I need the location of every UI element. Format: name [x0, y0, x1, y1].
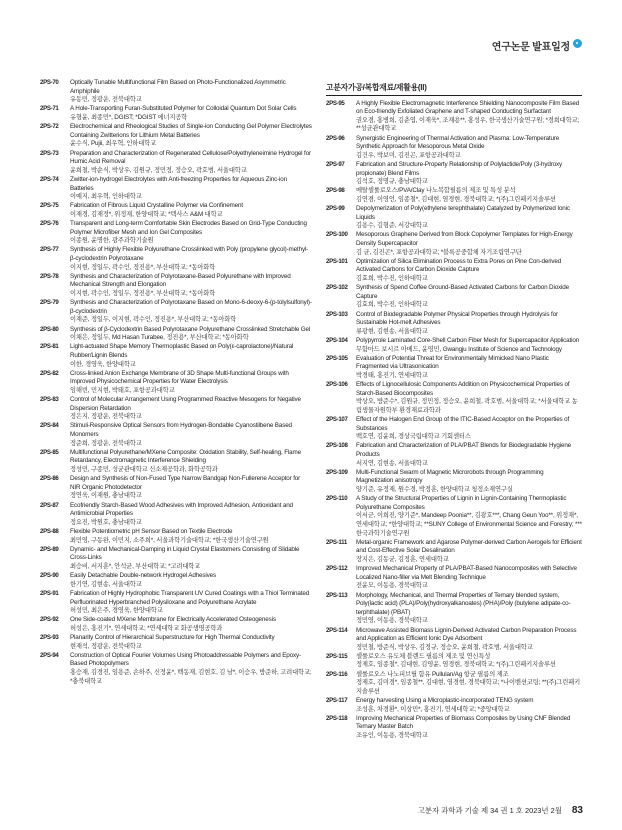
entry-authors: 정제호, 임종철*, 김대현, 김영윤, 염경현, 경북대학교; *(주)그린패키지솔루션 [356, 661, 556, 669]
entry-authors: 무함마드 보시르 아메드, 윤영민, Gwangju Institute of Science and Technology [356, 345, 562, 353]
entry-body [356, 187, 582, 204]
entry-code: 2PS-92 [40, 616, 59, 624]
entry-row [40, 370, 312, 396]
entry-authors: 정은지, 정광운, 전북대학교 [70, 413, 142, 421]
entry-title: Improving Mechanical Properties of Biomass Composites by Using CNF Blended Ternary Master Batch [356, 714, 571, 731]
entry-row [326, 205, 582, 231]
entry-authors: 이채은, 정일두, Md Hasan Turabee, 정진용*, 부산대학교; *동아화학 [70, 334, 249, 342]
entry-authors: 류광현, 김현송, 서울대학교 [356, 327, 428, 335]
entry-body [70, 176, 312, 202]
entry-body [356, 355, 582, 381]
entry-code: 2PS-97 [326, 160, 345, 168]
entry-row [40, 79, 312, 105]
entry-authors: 권오겸, 홍병희, 김춘엽, 이재욱*, 조재용**, 홍성우, 한국생산기술연구원; *경희대학교; **성균관대학교 [356, 116, 580, 133]
entry-code: 2PS-114 [326, 626, 348, 634]
entry-authors: 전윤모, 이동용, 경북대학교 [356, 582, 428, 590]
entry-authors: 박상오, 방준수*, 김원규, 정민정, 정승오, 윤희철, 곽호범, 서울대학교; *서울대학교 농림생물자원학부 환경재료과학과 [356, 398, 578, 414]
entry-authors: 이예지, 최우혁, 인하대학교 [70, 193, 142, 201]
entry-row [326, 442, 582, 468]
entry-authors: 김효희, 박수진, 인하대학교 [356, 275, 428, 283]
entry-body [70, 79, 312, 105]
entry-body [356, 442, 582, 468]
entry-body [70, 572, 312, 589]
entry-body [356, 469, 582, 495]
entry-title: Multifunctional Polyurethane/MXene Composite: Oxidation Stability, Self-healing, Flame Retardancy, Electromagnetic Interference Shielding [70, 448, 301, 465]
entry-code: 2PS-111 [326, 538, 347, 546]
footer-journal-info: 고분자 과학과 기술 제 34 권 1 호 2023년 2월 [417, 806, 562, 815]
entry-body [356, 539, 582, 565]
entry-code: 2PS-105 [326, 354, 348, 362]
entry-code: 2PS-93 [40, 634, 59, 642]
entry-authors: 김용수, 김형준, 서강대학교 [356, 222, 428, 230]
entry-body [356, 311, 582, 337]
entry-body [70, 123, 312, 149]
entry-code: 2PS-104 [326, 336, 348, 344]
entry-code: 2PS-88 [40, 527, 59, 535]
entry-body [356, 231, 582, 257]
entry-row [40, 502, 312, 528]
entry-body [356, 592, 582, 626]
entry-body [70, 246, 312, 272]
entry-row [40, 202, 312, 219]
entry-row [326, 697, 582, 714]
entry-row [326, 258, 582, 284]
entry-body [356, 671, 582, 697]
entry-row [40, 546, 312, 572]
entry-code: 2PS-99 [326, 205, 345, 213]
entry-row [40, 105, 312, 122]
entry-body [356, 100, 582, 134]
entry-code: 2PS-98 [326, 187, 345, 195]
right-entry-list [326, 100, 582, 741]
entry-authors: 박경태, 홍진기, 연세대학교 [356, 371, 428, 379]
entry-row [326, 653, 582, 670]
entry-authors: 서지연, 김현송, 서울대학교 [356, 459, 428, 467]
entry-authors: 한기연, 김현송, 서울대학교 [70, 580, 142, 588]
entry-authors: 허성은, 홍진기*, 연세대학교; *연세대학교 화공생명공학과 [70, 624, 223, 632]
entry-title: Cross-linked Anion Exchange Membrane of 3D Shape Multi-functional Groups with Improved Physicochemical Properties for Water Electrolysis [70, 369, 289, 386]
entry-row [40, 590, 312, 616]
entry-title: Electrochemical and Rheological Studies of Single-ion Conducting Gel Polymer Electrolytes Containing Zwitterions for Lithium Metal Batteries [70, 123, 312, 139]
entry-title: Polypyrrole Laminated Core-Shell Carbon Fiber Mesh for Supercapacitor Application [356, 336, 580, 344]
entry-title: Fabrication and Structure-Property Relationship of Polylactide/Poly (3-hydroxy propionate) Blend Films [356, 160, 562, 177]
entry-title: Microwave Assisted Biomass Lignin-Derived Activated Carbon Preparation Process and Application as Efficient Ionic Dye Adsorbent [356, 626, 577, 643]
entry-code: 2PS-70 [40, 79, 59, 86]
entry-code: 2PS-103 [326, 310, 348, 318]
entry-authors: 김연겸, 이영언, 임종철*, 김대현, 염경현, 경북대학교; *(주)그린패키지솔루션 [356, 195, 556, 203]
entry-row [40, 150, 312, 176]
entry-title: 셀룰로오스 유도체 블렌드 필름의 제조 및 연신특성 [356, 652, 491, 660]
entry-row [326, 495, 582, 538]
entry-body [70, 449, 312, 475]
entry-title: Energy harvesting Using a Microplastic-incorporated TENG system [356, 697, 534, 705]
entry-code: 2PS-110 [326, 495, 348, 503]
entry-code: 2PS-90 [40, 572, 59, 580]
entry-body [356, 627, 582, 653]
entry-body [70, 220, 312, 246]
entry-row [40, 299, 312, 325]
entry-title: Effects of Lignocellulosic Components Addition on Physicochemical Properties of Starch-Based Biocomposites [356, 381, 570, 397]
entry-code: 2PS-75 [40, 202, 59, 210]
entry-authors: 장지은, 김동균, 김정훈, 연세대학교 [356, 555, 449, 563]
entry-title: Mesoporous Graphene Derived from Block Copolymer Templates for High-Energy Density Supercapacitor [356, 231, 573, 248]
entry-row [326, 627, 582, 653]
entry-row [326, 161, 582, 187]
entry-title: Synthesis of Spend Coffee Ground-Based Activated Carbons for Carbon Dioxide Capture [356, 284, 570, 300]
entry-title: Stimuli-Responsive Optical Sensors from Hydrogen-Bondable Cyanostilbene Based Monomers [70, 422, 292, 439]
entry-code: 2PS-72 [40, 123, 59, 131]
entry-title: Synthesis of β-Cyclodextrin Based Polyrotaxane Polyurethane Crosslinked Stretchable Gel [70, 325, 311, 333]
entry-title: Preparation and Characterization of Regenerated Cellulose/Polyethyleneimine Hydrogel for Humic Acid Removal [70, 149, 311, 166]
entry-title: A Hole-Transporting Furan-Substituted Polymer for Colloidal Quantum Dot Solar Cells [70, 105, 297, 113]
entry-row [40, 326, 312, 343]
entry-authors: 백호연, 김윤희, 경상국립대학교 기회센터스 [356, 433, 471, 441]
entry-title: Improved Mechanical Property of PLA/PBAT-Based Nanocomposites with Selective Localized Nano-filler via Melt Blending Technique [356, 565, 577, 581]
entry-row [40, 616, 312, 633]
entry-body [70, 326, 312, 343]
entry-row [326, 311, 582, 337]
entry-authors: 정요진, 박원호, 충남대학교 [70, 518, 142, 526]
entry-authors: 조유인, 이동용, 경북대학교 [356, 732, 428, 739]
entry-code: 2PS-85 [40, 448, 59, 456]
entry-authors: 이재준, 정일두, 이지현, 곽수인, 정진용*, 부산대학교; *동아화학 [70, 316, 237, 324]
entry-authors: 정민영, 이동용, 경북대학교 [356, 617, 428, 625]
entry-row [40, 176, 312, 202]
entry-title: Synthesis of Highly Flexible Polyurethane Crosslinked with Poly (propylene glycol)-methyl-β-cyclodextrin Polyrotaxane [70, 246, 309, 263]
entry-row [40, 422, 312, 448]
entry-row [326, 284, 582, 310]
entry-row [40, 572, 312, 589]
entry-authors: 김 균, 김진곤*, 포항공과대학교; *블록공중합체 자기조립연구단 [356, 248, 522, 256]
entry-title: Light-actuated Shape Memory Thermoplastic Based on Poly(ε-caprolactone)/Natural Rubber/Lignin Blends [70, 343, 294, 359]
entry-title: A Study of the Structural Properties of Lignin in Lignin-Containing Thermoplastic Polyurethane Composites [356, 495, 567, 511]
entry-body [70, 370, 312, 396]
entry-body [356, 258, 582, 284]
section-title: 고분자가공/복합재료/재활용(II) [326, 84, 582, 96]
entry-body [356, 284, 582, 310]
entry-authors: 이재경, 김재정*, 위정재, 한양대학교; *텍사스 A&M 대학교 [70, 210, 223, 218]
entry-row [40, 475, 312, 501]
entry-body [70, 150, 312, 176]
entry-code: 2PS-79 [40, 299, 59, 307]
entry-body [70, 105, 312, 122]
entry-body [356, 205, 582, 231]
entry-title: Control of Molecular Arrangement Using Programmed Reactive Mesogens for Negative Dispersion Retardation [70, 396, 301, 412]
entry-title: Depolymerization of Poly(ethylene terephthalate) Catalyzed by Polymerized Ionic Liquids [356, 205, 570, 221]
entry-body [70, 343, 312, 369]
entry-body [70, 652, 312, 686]
entry-body [70, 528, 312, 545]
entry-code: 2PS-81 [40, 343, 59, 351]
entry-body [356, 653, 582, 670]
entry-body [70, 546, 312, 572]
entry-title: 메탈셀룰로오스/PVA/Clay 나노복합필름의 제조 및 특성 분석 [356, 187, 516, 195]
entry-authors: 정준희, 정광운, 전북대학교 [70, 439, 142, 447]
entry-body [70, 422, 312, 448]
entry-code: 2PS-94 [40, 651, 59, 659]
entry-body [356, 565, 582, 591]
entry-title: Zwitter-ion-hydrogel Electrolytes with Anti-freezing Properties for Aqueous Zinc-ion Batteries [70, 175, 287, 192]
right-column [326, 84, 582, 741]
entry-row [40, 634, 312, 651]
entry-authors: 이서군, 이희진, 양기준*, Mandeep Poonia**, 김광호***, Chang Geun Yoo**, 위정재*, 연세대학교; *한양대학교; **SUNY College of Environmental Science and Forestry; ***한국과학기술연구원 [356, 512, 582, 537]
entry-authors: 이종원, 윤명한, 광주과학기술원 [70, 237, 154, 245]
entry-title: Evaluation of Potential Threat for Environmentally Mimicked Nano Plastic Fragmented via Ultrasonication [356, 354, 549, 371]
entry-title: Metal-organic Framework and Agarose Polymer-derived Carbon Aerogels for Efficient and Cost-Effective Solar Desalination [356, 538, 582, 555]
entry-authors: 정제호, 김미경*, 임종철**, 김대현, 염경현, 경북대학교; *나이벤션코팅; **(주)그린패키지솔루션 [356, 679, 581, 695]
entry-title: Morphology, Mechanical, and Thermal Properties of Ternary blended system, Poly(lactic acid) (PLA)/Poly(hydroxyalkanoates) (PHA)/Poly (butylene adipate-co-terphthalate) (PBAT) [356, 591, 571, 616]
entry-authors: 정민철, 방준식, 박상우, 김정규, 정승오, 윤희철, 곽호범, 서울대학교 [356, 643, 533, 651]
entry-authors: 홍승재, 김경진, 임용준, 손하주, 신정윤*, 백동재, 김현호, 김 남*, 이승우, 방준하, 고려대학교; *충북대학교 [70, 669, 312, 685]
entry-authors: 윤수식, Pujii, 최우혁, 인하대학교 [70, 140, 157, 148]
entry-title: Flexible Potentiometric pH Sensor Based on Textile Electrode [70, 527, 233, 535]
entry-title: A Highly Flexible Electromagnetic Interference Shielding Nanocomposite Film Based on Eco-friendly Exfoliated Graphene and T-shaped Conducting Surfactant [356, 99, 580, 116]
page-number: 83 [571, 805, 583, 816]
entry-authors: 윤희철, 박순식, 박상우, 김원규, 정민정, 정승오, 곽호범, 서울대학교 [70, 166, 247, 174]
entry-body [356, 715, 582, 741]
entry-row [326, 355, 582, 381]
entry-code: 2PS-106 [326, 381, 348, 389]
entry-row [326, 715, 582, 741]
entry-body [356, 697, 582, 714]
entry-row [40, 123, 312, 149]
entry-code: 2PS-77 [40, 246, 59, 254]
entry-row [40, 528, 312, 545]
header-label: 연구논문 발표일정 [491, 42, 570, 53]
entry-code: 2PS-102 [326, 284, 348, 292]
entry-authors: 김석호, 정명규, 충남대학교 [356, 178, 428, 186]
entry-row [326, 135, 582, 161]
entry-code: 2PS-76 [40, 220, 59, 228]
entry-code: 2PS-86 [40, 475, 59, 483]
entry-title: Easily Detachable Double-network Hydrogel Adhesives [70, 572, 217, 580]
entry-row [326, 565, 582, 591]
entry-body [356, 161, 582, 187]
entry-body [356, 135, 582, 161]
entry-authors: 유형윤, 최종민*, DGIST; *DGIST 에너지공학 [70, 113, 188, 121]
entry-authors: 김효희, 박수진, 인하대학교 [356, 301, 428, 309]
entry-authors: 임해빈, 민지현, 박태호, 포항공과대학교 [70, 386, 175, 394]
entry-authors: 최민영, 구동완, 이민지, 소주희*, 서울과학기술대학교; *한국생산기술연구원 [70, 536, 269, 544]
entry-body [70, 202, 312, 219]
entry-title: Fabrication of Highly Hydrophobic Transparent UV Cured Coatings with a Thiol Terminated Perfluorinated Hyperbranched Polysiloxane and Polyurethane Acrylate [70, 589, 310, 606]
entry-code: 2PS-73 [40, 149, 59, 157]
entry-row [40, 652, 312, 686]
circle-bullet-icon [573, 39, 582, 48]
entry-title: Synthesis and Characterization of Polyrotaxane Based on Mono-6-deoxy-6-(p-tolylsulfonyl)-β-cyclodextrin [70, 299, 312, 315]
entry-body [356, 495, 582, 538]
entry-row [40, 246, 312, 272]
entry-body [356, 416, 582, 442]
entry-authors: 정성민, 구종민, 성균관대학교 신소재공학과, 화학공학과 [70, 466, 218, 474]
entry-authors: 김건우, 박보미, 김진곤, 포항공과대학교 [356, 151, 461, 159]
entry-body [70, 475, 312, 501]
entry-title: One Side-coated MXene Membrane for Electrically Accelerated Osteogenesis [70, 616, 276, 624]
entry-code: 2PS-109 [326, 468, 348, 476]
entry-row [326, 337, 582, 354]
entry-title: Fabrication of Fibrous Liquid Crystalline Polymer via Confinement [70, 202, 243, 210]
entry-authors: 최승비, 서지훈*, 안석균, 부산대학교; *고려대학교 [70, 562, 201, 570]
entry-authors: 현재석, 정광운, 전북대학교 [70, 642, 142, 650]
entry-title: Ecofriendly Starch-Based Wood Adhesives with Improved Adhesion, Antioxidant and Antimicrobial Properties [70, 501, 293, 518]
page-footer [418, 805, 583, 816]
entry-row [326, 592, 582, 626]
entry-authors: 이한, 경영욱, 한양대학교 [70, 360, 136, 368]
entry-row [40, 396, 312, 422]
entry-row [40, 449, 312, 475]
entry-code: 2PS-83 [40, 396, 59, 404]
entry-row [40, 273, 312, 299]
entry-authors: 양기준, 유정재, 원수경, 박정훈, 한양대학교 청정소재연구실 [356, 486, 513, 494]
entry-body [70, 396, 312, 422]
entry-code: 2PS-71 [40, 105, 59, 113]
left-column [40, 79, 312, 687]
entry-body [70, 502, 312, 528]
entry-body [70, 634, 312, 651]
entry-code: 2PS-96 [326, 134, 345, 142]
entry-title: Synthesis and Characterization of Polyrotaxane-Based Polyurethane with Improved Mechanical Strength and Elongation [70, 272, 291, 289]
entry-row [326, 231, 582, 257]
entry-body [70, 273, 312, 299]
entry-title: Optically Tunable Multifunctional Film Based on Photo-Functionalized Asymmetric Amphiphile [70, 79, 286, 95]
entry-title: Optimization of Silica Elimination Process to Extra Pores on Pine Con-derived Activated Carbons for Carbon Dioxide Capture [356, 257, 562, 274]
entry-title: Multi-Functional Swarm of Magnetic Microrobots through Programming Magnetization anisotropy [356, 468, 544, 485]
entry-code: 2PS-91 [40, 589, 59, 597]
entry-authors: 이지현, 곽수인, 정일두, 정진용*, 부산대학교; *동아화학 [70, 290, 216, 297]
entry-code: 2PS-117 [326, 697, 348, 705]
entry-title: 셀룰로오스 나노피브릴 함유 Pullulan/Ag 항균 필름의 제조 [356, 670, 509, 678]
entry-body [70, 616, 312, 633]
entry-authors: 조성훈, 차경환*, 이상민*, 홍진기, 연세대학교; *중앙대학교 [356, 705, 510, 713]
entry-code: 2PS-74 [40, 175, 59, 183]
entry-code: 2PS-80 [40, 325, 59, 333]
entry-title: Planarity Control of Hierarchical Superstructure for High Thermal Conductivity [70, 634, 275, 642]
entry-body [70, 590, 312, 616]
entry-code: 2PS-84 [40, 422, 59, 430]
entry-authors: 허성민, 최은주, 경영욱, 한양대학교 [70, 607, 163, 615]
entry-code: 2PS-89 [40, 545, 59, 553]
entry-title: Design and Synthesis of Non-Fused Type Narrow Bandgap Non-Fullerene Acceptor for NIR Organic Photodetector [70, 475, 301, 491]
entry-body [356, 381, 582, 415]
entry-title: Dynamic- and Mechanical-Damping in Liquid Crystal Elastomers Consisting of Slidable Cross-Links [70, 545, 300, 562]
entry-code: 2PS-116 [326, 670, 348, 678]
entry-title: Fabrication and Characterization of PLA/PBAT Blends for Biodegradable Hygiene Products [356, 442, 572, 459]
entry-code: 2PS-112 [326, 565, 348, 573]
entry-title: Synergistic Engineering of Thermal Activation and Plasma: Low-Temperature Synthetic Approach for Mesoporous Metal Oxide [356, 134, 560, 151]
entry-code: 2PS-107 [326, 416, 348, 424]
entry-title: Construction of Optical Fourier Volumes Using Photoaddressable Polymers and Epoxy-Based Photopolymers [70, 651, 301, 668]
entry-authors: 유동민, 정광운, 전북대학교 [70, 96, 142, 104]
entry-row [326, 381, 582, 415]
entry-code: 2PS-115 [326, 652, 348, 660]
entry-row [326, 671, 582, 697]
entry-code: 2PS-82 [40, 369, 59, 377]
entry-row [326, 100, 582, 134]
entry-code: 2PS-95 [326, 99, 345, 107]
entry-code: 2PS-113 [326, 591, 348, 599]
entry-code: 2PS-118 [326, 714, 348, 722]
entry-code: 2PS-87 [40, 501, 59, 509]
entry-code: 2PS-101 [326, 257, 348, 265]
entry-code: 2PS-108 [326, 442, 348, 450]
entry-code: 2PS-100 [326, 231, 348, 239]
entry-authors: 정연욱, 이재원, 충남대학교 [70, 492, 142, 500]
entry-row [326, 416, 582, 442]
entry-row [40, 220, 312, 246]
entry-title: Control of Biodegradable Polymer Physical Properties through Hydrolysis for Sustainable Hot-melt Adhesives [356, 310, 558, 327]
entry-row [40, 343, 312, 369]
entry-row [326, 187, 582, 204]
entry-title: Transparent and Long-term Comfortable Skin Electrodes Based on Grid-Type Conducting Polymer Microfiber Mesh and Ion Gel Composites [70, 220, 307, 236]
entry-body [70, 299, 312, 325]
entry-authors: 이지현, 정일두, 곽수인, 정진용*, 부산대학교; *동아화학 [70, 263, 216, 271]
entry-body [356, 337, 582, 354]
entry-code: 2PS-78 [40, 272, 59, 280]
entry-row [326, 469, 582, 495]
entry-title: Effect of the Halogen End Group of the ITIC-Based Acceptor on the Properties of Substances [356, 416, 570, 432]
entry-row [326, 539, 582, 565]
